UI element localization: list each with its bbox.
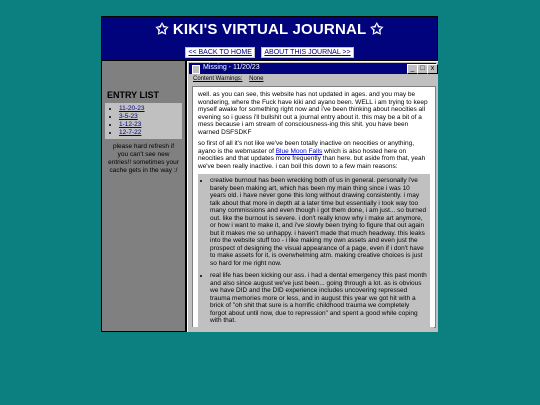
- site-title: ✩ KIKI'S VIRTUAL JOURNAL ✩: [155, 21, 384, 38]
- reasons-box: [198, 174, 430, 328]
- menu-none[interactable]: None: [249, 76, 264, 82]
- menu-content-warnings[interactable]: Content Warnings:: [193, 76, 243, 82]
- reason-item: • real life has been kicking our ass. i had a dental emergency this past month and also since august we've just been... going through a lot. as is obvious we have DID and the DID experience includes uncovering repressed trauma memories more or less, and in august this year we got hit with a brick of "oh shit that sure is a horrific childhood trauma we completely forgot about until now, due to repression" and spent a good while coping with that.: [210, 272, 427, 325]
- window-title: Missing - 11/20/23: [203, 64, 260, 71]
- window-menubar: [193, 76, 268, 82]
- close-button[interactable]: x: [427, 64, 438, 74]
- horizontal-scrollbar[interactable]: [192, 327, 434, 331]
- back-to-home-button[interactable]: << BACK TO HOME: [185, 47, 255, 58]
- document-icon: [192, 65, 200, 74]
- blue-moon-falls-link[interactable]: Blue Moon Falls: [275, 147, 323, 155]
- entry-content[interactable]: [192, 86, 436, 328]
- journal-site: [101, 16, 438, 332]
- entry-link-3-5-23[interactable]: 3-5-23: [119, 113, 138, 120]
- entry-link-12-7-22[interactable]: 12-7-22: [119, 129, 142, 136]
- reason-item: • creative burnout has been wrecking both of us in general. personally i've barely been making art, which has been my main thing since i was 10 years old. i have never gone this long without drawing consistently. i may talk about that more in depth at a later time but essentially i took way too many commissions and even though i got them done, i am just... so burned out. like the burnout is severe. i don't really know why i make art anymore, or how i want to make it, and i've slowly been trying to figure that out again but it makes me so unhappy. i haven't made that much headway. this leaks into the website stuff too - i like making my own assets and even just the prospect of designing the visual appearance of a page, even if i don't have to make assets for it, is overwhelming atm. making creative choices is just so hard for me right now.: [210, 177, 427, 267]
- about-journal-button[interactable]: ABOUT THIS JOURNAL >>: [261, 47, 353, 58]
- entry-paragraph-2: so first of all it's not like we've been totally inactive on neocities or anything, ayano is the webmaster of Blue Moon Falls which is also hosted here on neocities and that updates more frequently than here. but aside from that, yeah we've been really inactive. i can boil this down to a few main reasons:: [198, 140, 426, 170]
- minimize-button[interactable]: _: [407, 64, 418, 74]
- entry-link-1-12-23[interactable]: 1-12-23: [119, 121, 142, 128]
- entry-list-heading: ENTRY LIST: [107, 90, 160, 100]
- entry-list-item: [119, 121, 182, 129]
- entry-list-item: [119, 113, 182, 121]
- entry-paragraph-1: well. as you can see, this website has not updated in ages. and you may be wondering, where the Fuck have kiki and ayano been. WELL i am trying to keep myself awake for something right now and i've been thinking about neocities all evening so i guess i'll bullshit out a journal entry about it. this may be a bit of a mess because i am stream of consciousness-ing this shit. you have been warned DSFSDKF: [198, 91, 428, 136]
- sidebar: [102, 61, 185, 331]
- entry-link-11-20-23[interactable]: 11-20-23: [119, 105, 145, 112]
- site-header: [102, 17, 437, 60]
- entry-list-item: [119, 129, 182, 137]
- journal-entry-window: [187, 61, 438, 332]
- entry-list: [105, 103, 182, 139]
- entry-list-item: [119, 105, 182, 113]
- maximize-button[interactable]: □: [417, 64, 428, 74]
- cache-refresh-note: please hard refresh if you can't see new entries!! sometimes your cache gets in the way :/: [108, 143, 179, 174]
- header-nav: [102, 41, 437, 59]
- window-titlebar[interactable]: [189, 63, 436, 74]
